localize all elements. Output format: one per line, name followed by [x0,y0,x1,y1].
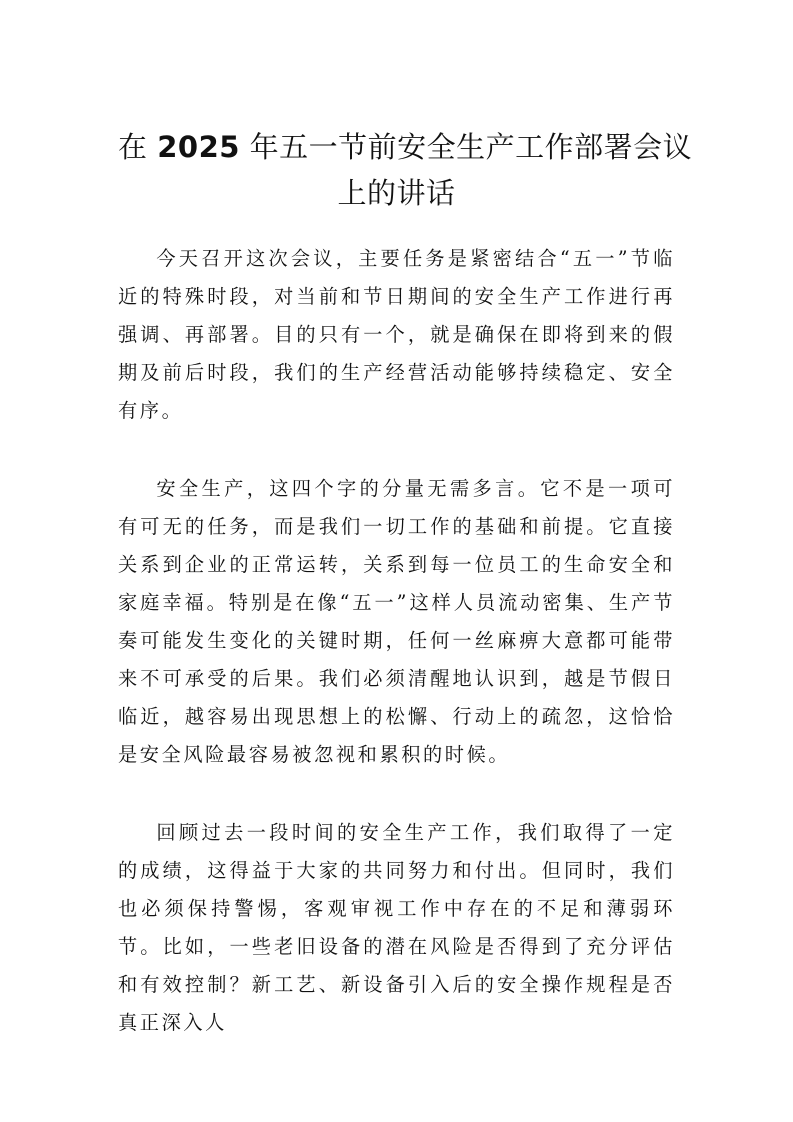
document-title [118,124,693,216]
title-suffix: 年五一节前安全生产工作部署会议 [239,130,693,164]
paragraph-3: 回顾过去一段时间的安全生产工作，我们取得了一定的成绩，这得益于大家的共同努力和付出。但同时，我们也必须保持警惕，客观审视工作中存在的不足和薄弱环节。比如，一些老旧设备的潜在风险是否得到了充分评估和有效控制？新工艺、新设备引入后的安全操作规程是否真正深入人 [118,821,675,1034]
title-line-2: 上的讲话 [337,176,456,210]
title-year: 2025 [157,130,240,164]
title-prefix: 在 [118,130,158,164]
document-body [118,240,675,1042]
paragraph-2: 安全生产，这四个字的分量无需多言。它不是一项可有可无的任务，而是我们一切工作的基础和前提。它直接关系到企业的正常运转，关系到每一位员工的生命安全和家庭幸福。特别是在像“五一”这样人员流动密集、生产节奏可能发生变化的关键时期，任何一丝麻痹大意都可能带来不可承受的后果。我们必须清醒地认识到，越是节假日临近，越容易出现思想上的松懈、行动上的疏忽，这恰恰是安全风险最容易被忽视和累积的时候。 [118,477,675,766]
paragraph-1: 今天召开这次会议，主要任务是紧密结合“五一”节临近的特殊时段，对当前和节日期间的安全生产工作进行再强调、再部署。目的只有一个，就是确保在即将到来的假期及前后时段，我们的生产经营活动能够持续稳定、安全有序。 [118,247,675,422]
title-line-1 [118,124,693,170]
